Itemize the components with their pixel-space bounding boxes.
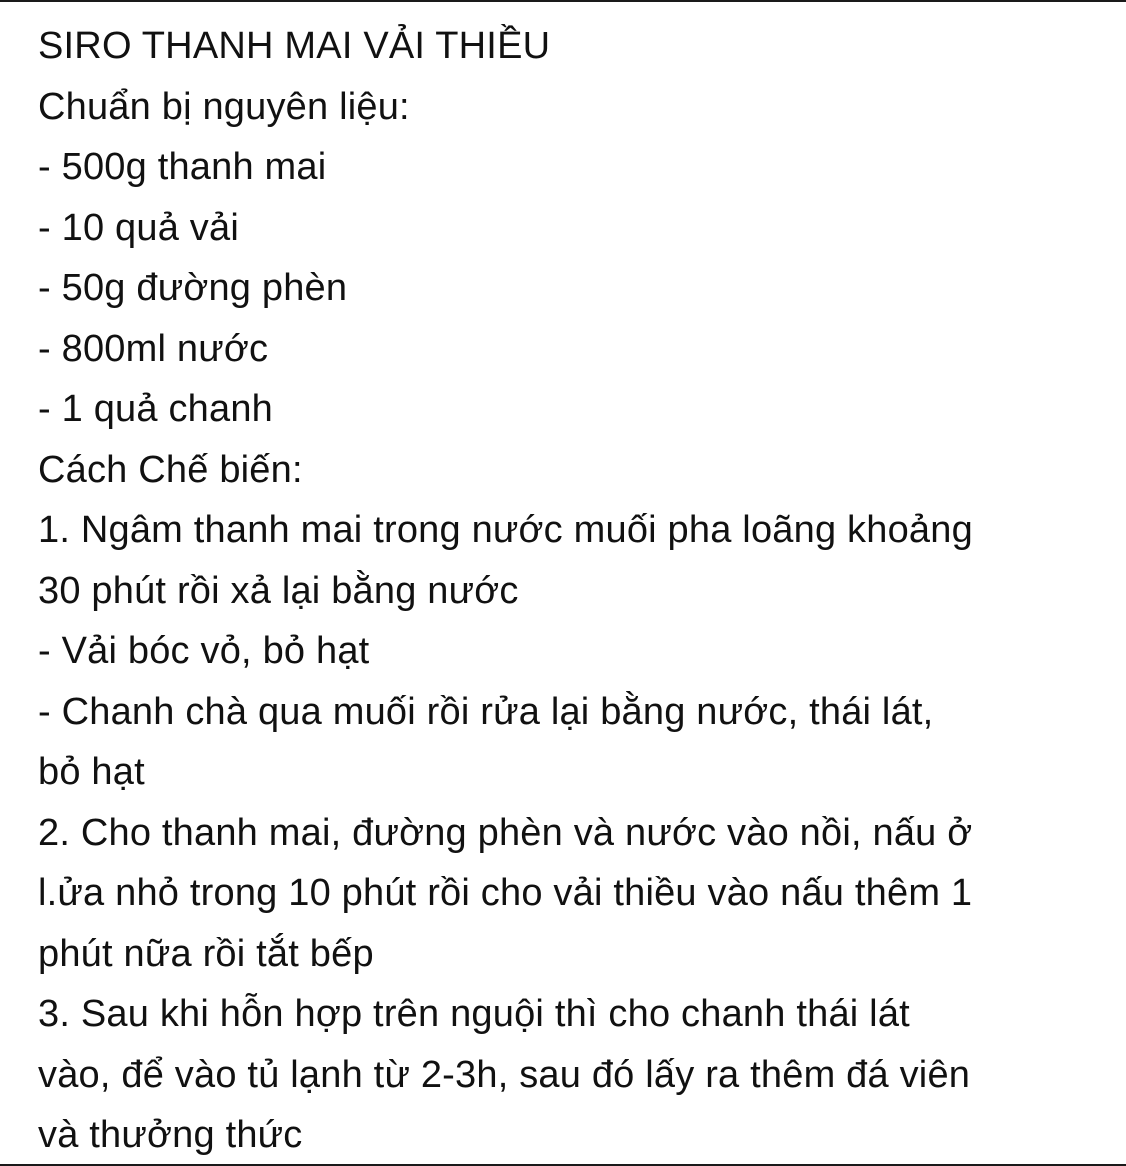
recipe-title: SIRO THANH MAI VẢI THIỀU — [38, 25, 551, 67]
ingredients-heading: Chuẩn bị nguyên liệu: — [38, 85, 410, 128]
method-line: và thưởng thức — [38, 1114, 303, 1156]
method-heading: Cách Chế biến: — [38, 448, 303, 491]
ingredient-item: - 500g thanh mai — [38, 146, 327, 188]
method-line: l.ửa nhỏ trong 10 phút rồi cho vải thiều vào nấu thêm 1 — [38, 872, 973, 914]
method-line: 1. Ngâm thanh mai trong nước muối pha loãng khoảng — [38, 509, 973, 551]
ingredient-item: - 50g đường phèn — [38, 267, 348, 309]
method-line: 3. Sau khi hỗn hợp trên nguội thì cho chanh thái lát — [38, 993, 910, 1035]
method-line: phút nữa rồi tắt bếp — [38, 932, 374, 975]
method-line: - Chanh chà qua muối rồi rửa lại bằng nước, thái lát, — [38, 690, 934, 733]
method-line: bỏ hạt — [38, 751, 145, 793]
method-line: 30 phút rồi xả lại bằng nước — [38, 569, 519, 612]
method-line: - Vải bóc vỏ, bỏ hạt — [38, 630, 370, 672]
recipe-note — [38, 16, 1108, 1166]
ingredient-item: - 1 quả chanh — [38, 388, 273, 430]
method-line: 2. Cho thanh mai, đường phèn và nước vào nồi, nấu ở — [38, 811, 973, 854]
ingredient-item: - 800ml nước — [38, 327, 269, 370]
ingredient-item: - 10 quả vải — [38, 206, 239, 249]
method-line: vào, để vào tủ lạnh từ 2-3h, sau đó lấy ra thêm đá viên — [38, 1053, 971, 1096]
